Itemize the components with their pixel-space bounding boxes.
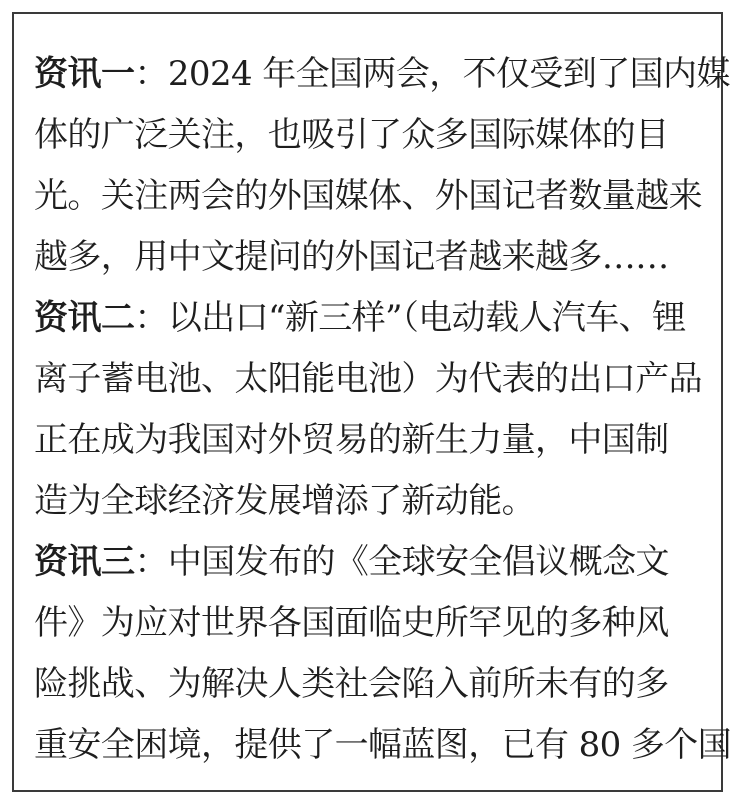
news-item-line: 造为全球经济发展增添了新动能。	[34, 481, 535, 521]
news-item-2	[34, 288, 710, 532]
news-item-text: ：以出口“新三样”（电动载人汽车、锂	[134, 298, 686, 338]
news-item-line	[34, 288, 710, 349]
news-item-line: 件》为应对世界各国面临史所罕见的多种风	[34, 603, 669, 643]
news-item-line: 光。关注两会的外国媒体、外国记者数量越来	[34, 176, 702, 216]
news-item-line: 重安全困境，提供了一幅蓝图，已有 80 多个国	[34, 725, 732, 765]
news-item-line: 离子蓄电池、太阳能电池）为代表的出口产品	[34, 359, 702, 399]
news-item-3	[34, 532, 732, 776]
news-item-line: 体的广泛关注，也吸引了众多国际媒体的目	[34, 115, 669, 155]
news-item-heading: 资讯二	[34, 298, 135, 338]
news-item-line	[34, 44, 730, 105]
news-item-text: ：中国发布的《全球安全倡议概念文	[134, 542, 669, 582]
news-item-line: 险挑战、为解决人类社会陷入前所未有的多	[34, 664, 669, 704]
news-item-text: ：2024 年全国两会，不仅受到了国内媒	[134, 54, 730, 94]
passage	[34, 44, 732, 776]
news-item-line: 越多，用中文提问的外国记者越来越多……	[34, 237, 669, 277]
text-box	[12, 12, 732, 792]
news-item-line: 正在成为我国对外贸易的新生力量，中国制	[34, 420, 669, 460]
news-item-line	[34, 532, 710, 593]
news-item-1	[34, 44, 730, 288]
news-item-heading: 资讯三	[34, 542, 135, 582]
news-item-heading: 资讯一	[34, 54, 135, 94]
